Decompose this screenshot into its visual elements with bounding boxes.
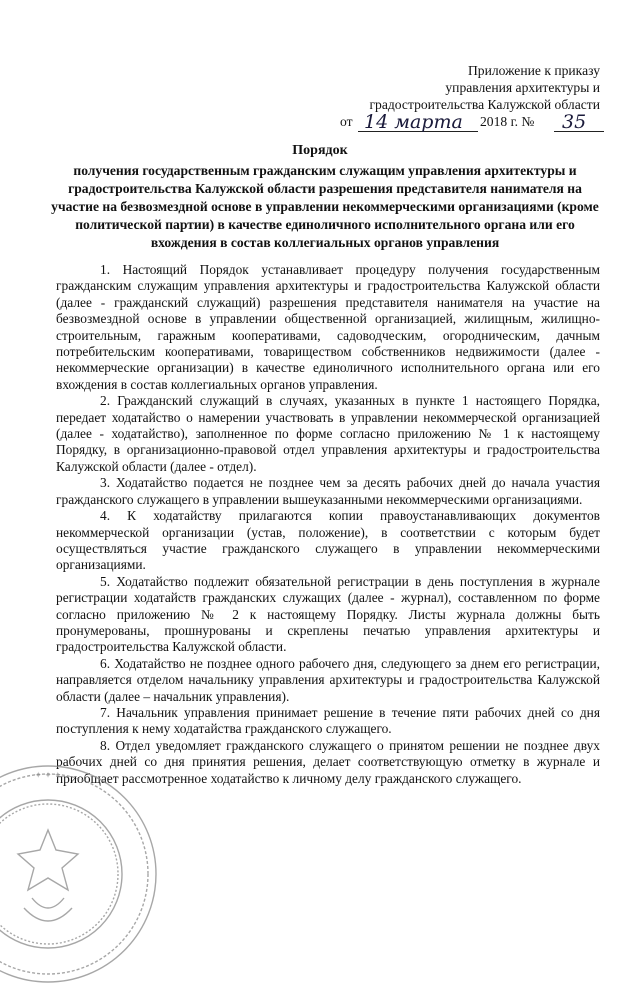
document-body (56, 262, 600, 787)
date-year: 2018 г. № (480, 114, 535, 129)
appendix-line: управления архитектуры и (445, 80, 600, 95)
official-seal-stamp (0, 758, 164, 990)
handwritten-date: 14 марта (364, 111, 463, 133)
paragraph: 7. Начальник управления принимает решение в течение пяти рабочих дней со дня поступления к нему ходатайства гражданского служащего. (56, 704, 600, 737)
paragraph: 3. Ходатайство подается не позднее чем за десять рабочих дней до начала участия гражданского служащего в управлении вышеуказанными некоммерческими организациями. (56, 475, 600, 507)
document-title: Порядок (292, 143, 348, 158)
appendix-line: градостроительства Калужской области (369, 97, 600, 112)
appendix-line: Приложение к приказу (467, 63, 600, 78)
paragraph: 5. Ходатайство подлежит обязательной регистрации в день поступления в журнале регистрации ходатайств гражданских служащих (далее - журнал), составленном по форме согласно приложению № 2 к настоящему Порядку. Листы журнала должны быть пронумерованы, прошнурованы и скреплены печатью управления архитектуры и градостроительства Калужской области. (56, 573, 600, 655)
paragraph: 2. Гражданский служащий в случаях, указанных в пункте 1 настоящего Порядка, передает ходатайство о намерении участвовать в управлении некоммерческой организацией (далее - ходатайство), заполненное по форме согласно приложению № 1 к настоящему Порядку, в организационно-правовой отдел управления архитектуры и градостроительства Калужской области (далее - отдел). (56, 393, 600, 474)
svg-text:✦ ✦ ✦: ✦ ✦ ✦ (34, 770, 62, 780)
handwritten-order-number: 35 (562, 111, 587, 133)
paragraph: 1. Настоящий Порядок устанавливает процедуру получения государственным гражданским служащим управления архитектуры и градостроительства Калужской области (далее - гражданский служащий) разрешения представителя нанимателя на участие на безвозмездной основе в управлении общественной организацией, жилищным, жилищно-строительным, гаражным кооперативами, садоводческим, огородническим, дачным потребительским кооперативами, товариществом собственников недвижимости (далее - некоммерческие организации) в качестве единоличного исполнительного органа или его вхождения в состав коллегиальных органов управления. (56, 262, 600, 392)
paragraph: 6. Ходатайство не позднее одного рабочего дня, следующего за днем его регистрации, направляется отделом начальнику управления архитектуры и градостроительства Калужской области (далее – начальник управления). (56, 655, 600, 704)
paragraph: 4. К ходатайству прилагаются копии правоустанавливающих документов некоммерческой организации (устав, положение), в соответствии с которым будет осуществляться участие гражданского служащего в управлении некоммерческими организациями. (56, 508, 600, 573)
document-subtitle: получения государственным гражданским служащим управления архитектуры и градостроительства Калужской области разрешения представителя нанимателя на участие на безвозмездной основе в управлении некоммерческими организациями (кроме политической партии) в качестве единоличного исполнительного органа или его вхождения в состав коллегиальных органов управления (51, 163, 599, 250)
appendix-header (369, 62, 600, 113)
paragraph: 8. Отдел уведомляет гражданского служащего о принятом решении не позднее двух рабочих дней со дня принятия решения, делает соответствующую отметку в журнале и приобщает рассмотренное ходатайство к личному делу гражданского служащего. (56, 737, 600, 786)
date-prefix: от (340, 114, 353, 129)
order-date-line (340, 112, 605, 134)
